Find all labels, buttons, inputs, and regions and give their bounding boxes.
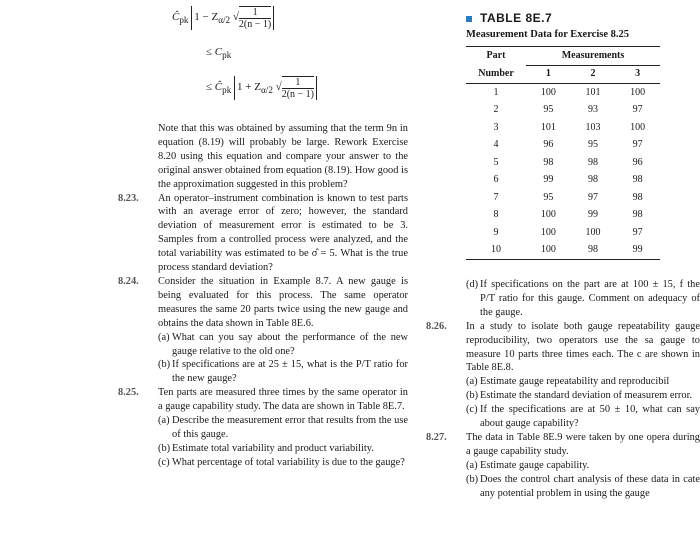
note-paragraph: Note that this was obtained by assuming that the term 9n in equation (8.19) will probably be large. Rework Exercise 8.20 using this equation and compare your answer to the original answer obtained from equation (8.19). How good is the approximation suggested in this problem? — [158, 123, 408, 190]
cpk-hat-symbol: Ĉ — [214, 81, 223, 94]
meas-cell: 100 — [540, 226, 556, 238]
sub-label: (a) — [158, 331, 170, 343]
table-row — [466, 224, 660, 242]
cpk-symbol: C — [214, 46, 223, 58]
table-row — [466, 207, 660, 225]
exercise-8-24 — [118, 275, 408, 331]
sub-label: (c) — [158, 456, 170, 468]
meas-cell: 99 — [632, 244, 643, 256]
exercise-8-26-a — [426, 375, 700, 389]
table-row — [466, 172, 660, 190]
cpk-subscript: pk — [222, 50, 232, 61]
exercise-text: In a study to isolate both gauge repeatability gauge reproducibility, two operators use the sa gauge to measure 10 parts three times each. The c are shown in Table 8E.8. — [466, 320, 700, 374]
sub-text: Estimate gauge capability. — [480, 459, 590, 471]
meas-cell: 101 — [540, 121, 556, 133]
sub-text: Estimate the standard deviation of measurem error. — [480, 390, 693, 402]
part-cell: 1 — [493, 86, 499, 98]
bracket-2 — [234, 76, 317, 100]
exercise-8-26-c — [426, 403, 700, 431]
exercise-text: An operator–instrument combination is known to test parts with an average error of zero; however, the standard deviation of measurement error is estimated to be 3. Samples from a controlled process were analyzed, and the total variability was estimated to be σ̂ = 5. What is the true process standard deviation? — [158, 192, 408, 274]
one-minus-z: 1 − Z — [194, 11, 219, 24]
fraction-numerator: 1 — [239, 7, 271, 19]
meas-cell: 95 — [587, 139, 598, 151]
sub-label: (c) — [466, 404, 478, 416]
meas-cell: 100 — [540, 86, 556, 98]
meas-cell: 99 — [587, 209, 598, 221]
sub-label: (d) — [466, 279, 479, 290]
table-row — [466, 189, 660, 207]
exercise-8-25 — [118, 386, 408, 414]
meas-cell: 99 — [543, 174, 554, 186]
formula-line-1 — [172, 6, 274, 30]
exercise-8-24-b — [118, 358, 408, 386]
exercise-8-27 — [426, 431, 700, 459]
exercise-number: 8.27. — [426, 431, 447, 443]
meas-cell: 100 — [630, 121, 646, 133]
sub-text: Does the control chart analysis of these data in cate any potential problem in using the gauge — [480, 473, 700, 499]
alpha-half: α/2 — [260, 85, 273, 96]
exercise-8-26 — [426, 320, 700, 376]
col-meas-2-header: 2 — [590, 68, 596, 80]
fraction — [282, 76, 314, 100]
fraction-denominator: 2(n − 1) — [238, 19, 272, 30]
table-row — [466, 119, 660, 137]
leq-symbol: ≤ — [206, 81, 213, 94]
fraction-denominator: 2(n − 1) — [281, 89, 315, 100]
exercise-text: Ten parts are measured three times by the same operator in a gauge capability study. The data are shown in Table 8E.7. — [158, 387, 408, 413]
exercise-8-25-a — [118, 414, 408, 442]
sub-label: (b) — [158, 442, 171, 454]
meas-cell: 100 — [630, 86, 646, 98]
part-cell: 7 — [493, 191, 499, 203]
table-row — [466, 84, 660, 102]
col-meas-3-header: 3 — [635, 68, 641, 80]
meas-cell: 97 — [632, 226, 643, 238]
sub-label: (a) — [158, 415, 170, 427]
table-row — [466, 242, 660, 260]
meas-cell: 98 — [587, 244, 598, 256]
part-cell: 4 — [493, 139, 499, 151]
sub-text: What percentage of total variability is due to the gauge? — [172, 456, 405, 468]
part-cell: 8 — [493, 209, 499, 221]
col-number-header: Number — [478, 68, 514, 80]
sub-label: (a) — [466, 459, 478, 471]
table-row — [466, 154, 660, 172]
meas-cell: 100 — [540, 209, 556, 221]
sub-text: What can you say about the performance of the new gauge relative to the old one? — [172, 331, 408, 357]
sub-label: (b) — [466, 473, 479, 485]
col-measurements-header: Measurements — [526, 47, 660, 66]
meas-cell: 95 — [543, 191, 554, 203]
part-cell: 10 — [491, 244, 501, 256]
exercise-8-24-a — [118, 331, 408, 359]
fraction-numerator: 1 — [282, 77, 314, 89]
formula-line-2 — [206, 46, 231, 63]
sub-label: (b) — [466, 390, 479, 402]
exercise-text: The data in Table 8E.9 were taken by one opera during a gauge capability study. — [466, 431, 700, 457]
exercise-8-27-a — [426, 459, 700, 473]
meas-cell: 93 — [587, 104, 598, 116]
meas-cell: 98 — [632, 191, 643, 203]
exercise-number: 8.26. — [426, 320, 447, 332]
table-subtitle: Measurement Data for Exercise 8.25 — [466, 29, 630, 40]
exercise-8-23 — [118, 192, 408, 275]
table-row — [466, 102, 660, 120]
col-meas-1-header: 1 — [545, 68, 551, 80]
sub-text: Describe the measurement error that results from the use of this gauge. — [172, 415, 408, 440]
meas-cell: 98 — [543, 156, 554, 168]
sub-text: Estimate total variability and product variability. — [172, 442, 374, 454]
one-plus-z: 1 + Z — [237, 81, 261, 94]
exercise-8-25-b — [118, 442, 408, 456]
bracket-1 — [191, 6, 274, 30]
sub-text: If specifications on the part are at 100 ± 15, f the P/T ratio for this gauge. Comment on adequacy of the gauge. — [480, 279, 700, 318]
meas-cell: 98 — [587, 156, 598, 168]
part-cell: 5 — [493, 156, 499, 168]
sub-text: If specifications are at 25 ± 15, what is the P/T ratio for the new gauge? — [172, 359, 408, 385]
sub-text: If the specifications are at 50 ± 10, what can say about gauge capability? — [480, 404, 700, 430]
exercise-number: 8.23. — [118, 192, 139, 204]
sub-label: (a) — [466, 376, 478, 388]
leq-symbol: ≤ — [206, 46, 213, 58]
meas-cell: 97 — [632, 139, 643, 151]
exercise-number: 8.25. — [118, 387, 139, 399]
meas-cell: 96 — [632, 156, 643, 168]
meas-cell: 100 — [540, 244, 556, 256]
meas-cell: 98 — [632, 174, 643, 186]
exercise-8-26-b — [426, 389, 700, 403]
exercise-text: Consider the situation in Example 8.7. A new gauge is being evaluated for this process. The same operator measures the same 20 parts twice using the new gauge and obtains the data shown in Table 8E.6. — [158, 275, 408, 329]
alpha-half: α/2 — [218, 15, 231, 26]
part-cell: 3 — [493, 121, 499, 133]
meas-cell: 96 — [543, 139, 554, 151]
meas-cell: 103 — [585, 121, 601, 133]
meas-cell: 95 — [543, 104, 554, 116]
table-marker-icon — [466, 16, 472, 22]
sqrt-expression: √ $\frac{1}{2(n - 1)}$ — [232, 7, 272, 30]
meas-cell: 101 — [585, 86, 601, 98]
exercise-8-27-b — [426, 473, 700, 501]
meas-cell: 97 — [632, 104, 643, 116]
meas-cell: 98 — [587, 174, 598, 186]
table-title-text: TABLE 8E.7 — [480, 11, 553, 25]
sub-label: (b) — [158, 359, 171, 371]
exercise-8-25-c — [118, 456, 408, 470]
part-cell: 2 — [493, 104, 499, 116]
formula-line-3 — [206, 76, 317, 100]
fraction — [239, 6, 271, 30]
sub-text: Estimate gauge repeatability and reproducibil — [480, 376, 670, 388]
cpk-hat-symbol: Ĉ — [172, 11, 180, 24]
col-part-header: Part — [486, 50, 506, 62]
right-column — [426, 278, 700, 501]
meas-cell: 100 — [585, 226, 601, 238]
meas-cell: 97 — [587, 191, 598, 203]
cpk-subscript: pk — [222, 85, 232, 96]
measurement-table — [466, 46, 660, 260]
left-column — [118, 122, 408, 470]
sqrt-expression: √ $\frac{1}{2(n - 1)}$ — [275, 77, 315, 100]
part-cell: 9 — [493, 226, 499, 238]
part-cell: 6 — [493, 174, 499, 186]
table-row — [466, 137, 660, 155]
meas-cell: 98 — [632, 209, 643, 221]
cpk-subscript: pk — [179, 15, 189, 26]
table-title — [466, 12, 552, 26]
exercise-8-25-d — [426, 278, 700, 320]
exercise-number: 8.24. — [118, 275, 139, 287]
